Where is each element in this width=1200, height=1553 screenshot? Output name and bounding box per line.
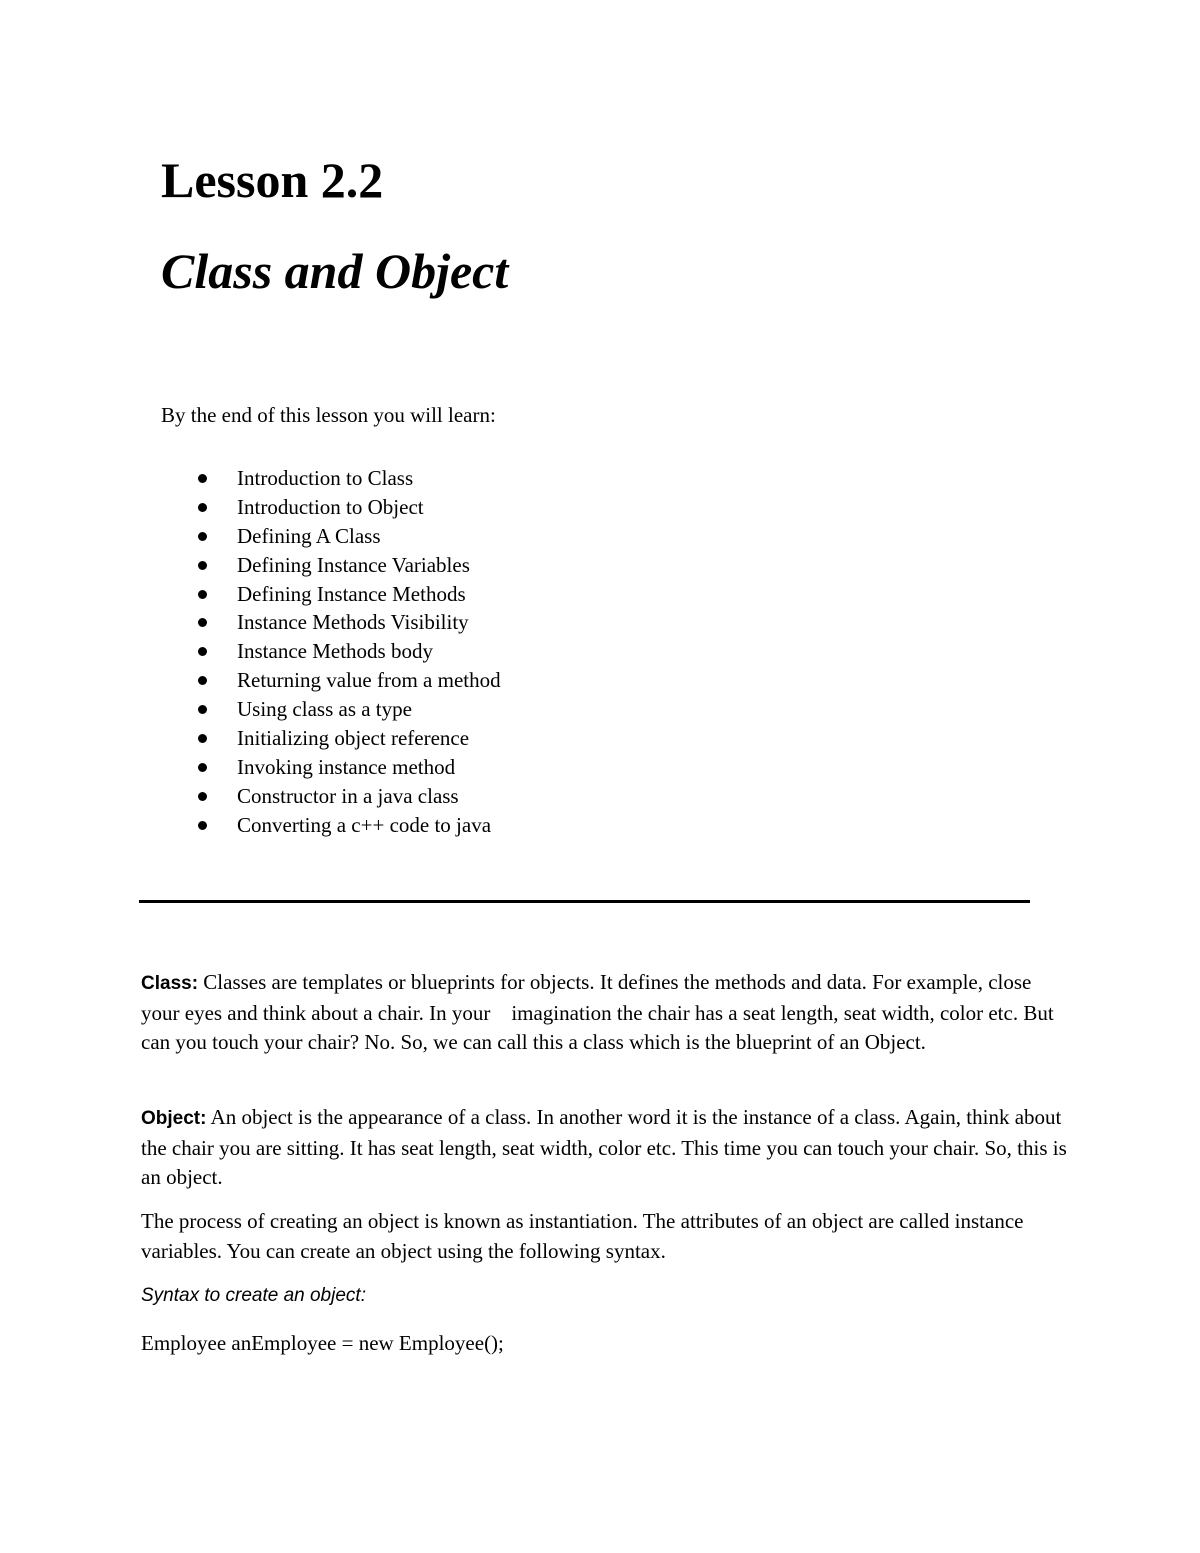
list-item <box>198 580 501 609</box>
list-item-text: Constructor in a java class <box>237 783 459 808</box>
list-item <box>198 522 501 551</box>
instantiation-paragraph: The process of creating an object is known as instantiation. The attributes of an object are called instance variables. You can create an object using the following syntax. <box>141 1209 1024 1263</box>
learning-objectives-list <box>198 464 501 840</box>
bullet-icon <box>198 734 207 743</box>
list-item-text: Converting a c++ code to java <box>237 812 492 837</box>
list-item-text: Returning value from a method <box>237 668 501 693</box>
bullet-icon <box>198 676 207 685</box>
bullet-icon <box>198 647 207 656</box>
list-item <box>198 695 501 724</box>
list-item <box>198 551 501 580</box>
bullet-icon <box>198 590 207 599</box>
lesson-title-heading: Class and Object <box>161 243 509 299</box>
list-item <box>198 666 501 695</box>
list-item <box>198 637 501 666</box>
bullet-icon <box>198 763 207 772</box>
bullet-icon <box>198 618 207 627</box>
list-item-text: Initializing object reference <box>237 726 470 751</box>
list-item <box>198 724 501 753</box>
learning-objectives-intro: By the end of this lesson you will learn: <box>161 403 496 427</box>
list-item <box>198 753 501 782</box>
lesson-number-heading: Lesson 2.2 <box>161 152 384 208</box>
list-item-text: Defining Instance Variables <box>237 552 470 577</box>
class-definition-paragraph <box>141 968 1071 1058</box>
bullet-icon <box>198 503 207 512</box>
list-item-text: Introduction to Object <box>237 494 424 519</box>
list-item <box>198 608 501 637</box>
list-item <box>198 811 501 840</box>
bullet-icon <box>198 705 207 714</box>
list-item-text: Instance Methods Visibility <box>237 610 469 635</box>
bullet-icon <box>198 474 207 483</box>
bullet-icon <box>198 821 207 830</box>
list-item-text: Introduction to Class <box>237 466 414 490</box>
list-item-text: Instance Methods body <box>237 639 433 664</box>
list-item <box>198 464 501 493</box>
list-item-text: Invoking instance method <box>237 754 456 779</box>
section-divider <box>139 900 1030 903</box>
bullet-icon <box>198 792 207 801</box>
class-term: Class: <box>141 973 199 994</box>
list-item-text: Defining A Class <box>237 523 381 548</box>
object-definition-paragraph <box>141 1103 1071 1193</box>
syntax-label: Syntax to create an object: <box>141 1285 366 1306</box>
object-definition-text: An object is the appearance of a class. In another word it is the instance of a class. Again, think about the chair you are sitting. It has seat length, seat width, color etc. This time you can touch your chair. So, this is an object. <box>141 1105 1067 1189</box>
list-item-text: Defining Instance Methods <box>237 581 466 606</box>
list-item <box>198 493 501 522</box>
class-definition-text: Classes are templates or blueprints for objects. It defines the methods and data. For example, close your eyes and think about a chair. In your imagination the chair has a seat length, seat width, color etc. But can you touch your chair? No. So, we can call this a class which is the blueprint of an Object. <box>141 970 1059 1054</box>
bullet-icon <box>198 532 207 541</box>
object-term: Object: <box>141 1108 207 1129</box>
bullet-icon <box>198 561 207 570</box>
list-item-text: Using class as a type <box>237 697 412 722</box>
list-item <box>198 782 501 811</box>
syntax-code-line: Employee anEmployee = new Employee(); <box>141 1331 504 1355</box>
